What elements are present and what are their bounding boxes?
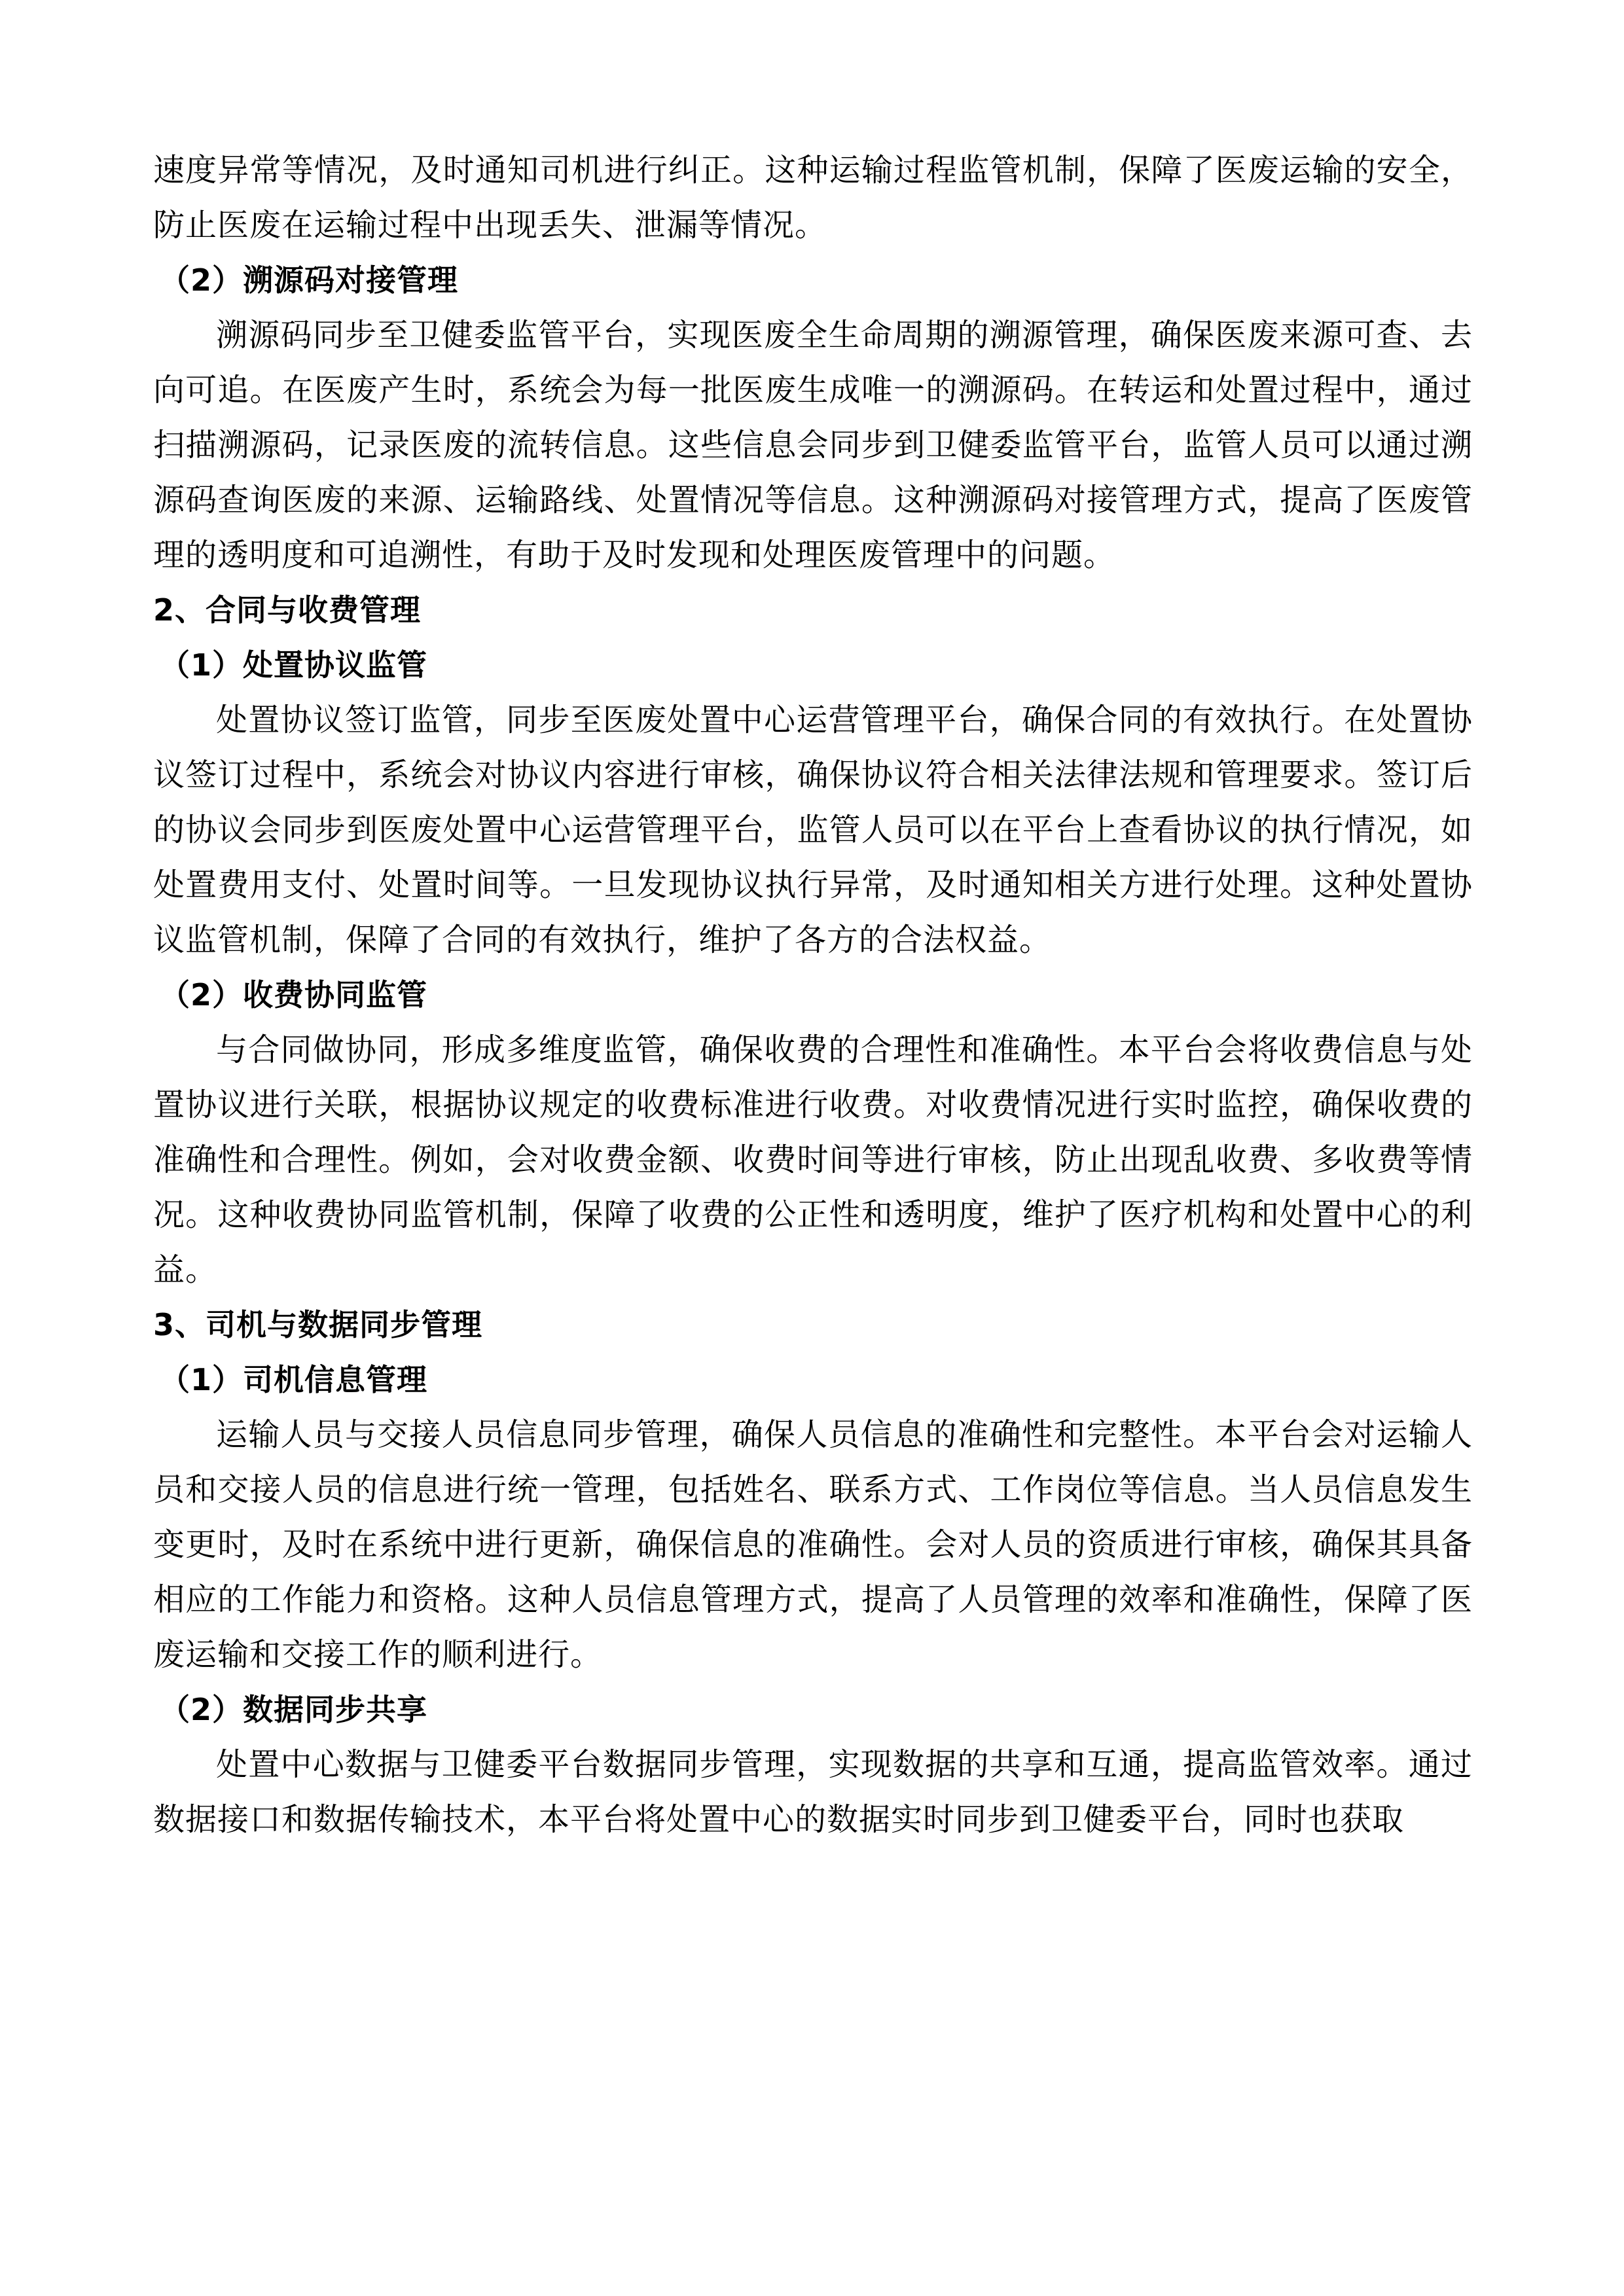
section-heading-contract-fees: 2、合同与收费管理 xyxy=(153,592,422,628)
section-heading-driver-data-sync: 3、司机与数据同步管理 xyxy=(153,1307,483,1342)
paragraph-data-sync-sharing: 处置中心数据与卫健委平台数据同步管理，实现数据的共享和互通，提高监管效率。通过数据接口和数据传输技术，本平台将处置中心的数据实时同步到卫健委平台，同时也获取 xyxy=(153,1746,1473,1838)
paragraph-disposal-agreement: 处置协议签订监管，同步至医废处置中心运营管理平台，确保合同的有效执行。在处置协议签订过程中，系统会对协议内容进行审核，确保协议符合相关法律法规和管理要求。签订后的协议会同步到医废处置中心运营管理平台，监管人员可以在平台上查看协议的执行情况，如处置费用支付、处置时间等。一旦发现协议执行异常，及时通知相关方进行处理。这种处置协议监管机制，保障了合同的有效执行，维护了各方的合法权益。 xyxy=(153,702,1473,958)
heading-data-sync-sharing: （2）数据同步共享 xyxy=(160,1692,428,1727)
paragraph-fee-coordination: 与合同做协同，形成多维度监管，确保收费的合理性和准确性。本平台会将收费信息与处置协议进行关联，根据协议规定的收费标准进行收费。对收费情况进行实时监控，确保收费的准确性和合理性。例如，会对收费金额、收费时间等进行审核，防止出现乱收费、多收费等情况。这种收费协同监管机制，保障了收费的公正性和透明度，维护了医疗机构和处置中心的利益。 xyxy=(153,1031,1473,1288)
heading-disposal-agreement: （1）处置协议监管 xyxy=(160,647,428,683)
document-body xyxy=(153,143,1473,1847)
paragraph-traceability-code: 溯源码同步至卫健委监管平台，实现医废全生命周期的溯源管理，确保医废来源可查、去向可追。在医废产生时，系统会为每一批医废生成唯一的溯源码。在转运和处置过程中，通过扫描溯源码，记录医废的流转信息。这些信息会同步到卫健委监管平台，监管人员可以通过溯源码查询医废的来源、运输路线、处置情况等信息。这种溯源码对接管理方式，提高了医废管理的透明度和可追溯性，有助于及时发现和处理医废管理中的问题。 xyxy=(153,317,1473,573)
heading-driver-info: （1）司机信息管理 xyxy=(160,1362,428,1397)
paragraph-driver-info: 运输人员与交接人员信息同步管理，确保人员信息的准确性和完整性。本平台会对运输人员和交接人员的信息进行统一管理，包括姓名、联系方式、工作岗位等信息。当人员信息发生变更时，及时在系统中进行更新，确保信息的准确性。会对人员的资质进行审核，确保其具备相应的工作能力和资格。这种人员信息管理方式，提高了人员管理的效率和准确性，保障了医废运输和交接工作的顺利进行。 xyxy=(153,1416,1473,1673)
heading-fee-coordination: （2）收费协同监管 xyxy=(160,977,428,1013)
heading-traceability-code: （2）溯源码对接管理 xyxy=(160,262,459,298)
paragraph-transport-supervision-end: 速度异常等情况，及时通知司机进行纠正。这种运输过程监管机制，保障了医废运输的安全，防止医废在运输过程中出现丢失、泄漏等情况。 xyxy=(153,152,1473,243)
